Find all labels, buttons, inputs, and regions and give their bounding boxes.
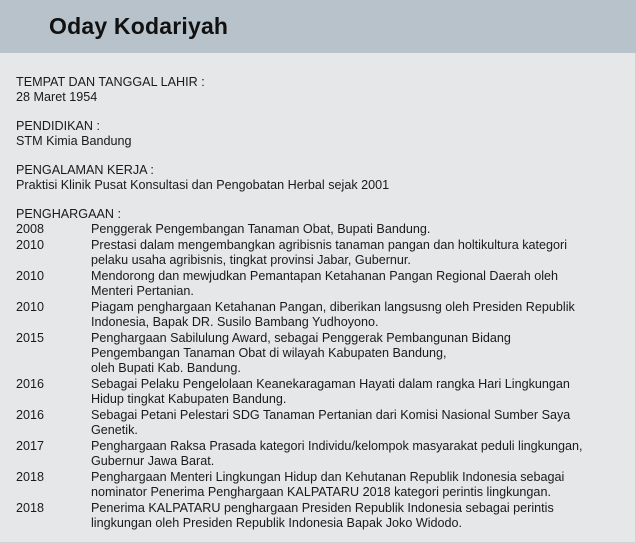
award-text: Penghargaan Menteri Lingkungan Hidup dan Kehutanan Republik Indonesia sebagai nominator Penerima Penghargaan KALPATARU 2018 kategori perintis lingkungan. [91,470,565,499]
awards-section [16,207,628,531]
award-row [16,470,628,500]
award-year: 2015 [16,331,45,345]
award-text: Penerima KALPATARU penghargaan Presiden Republik Indonesia sebagai perintis lingkungan oleh Presiden Republik Indonesia Bapak Joko Widodo. [91,501,554,530]
award-year: 2010 [16,269,45,283]
award-text: Sebagai Pelaku Pengelolaan Keanekaragaman Hayati dalam rangka Hari Lingkungan Hidup tingkat Kabupaten Bandung. [91,377,570,406]
award-year: 2017 [16,439,45,453]
award-row [16,269,628,299]
award-text: Penghargaan Raksa Prasada kategori Individu/kelompok masyarakat peduli lingkungan, Gubernur Jawa Barat. [91,439,583,468]
award-row [16,439,628,469]
birth-label: TEMPAT DAN TANGGAL LAHIR : [16,75,205,89]
award-row [16,222,628,237]
header-bar [0,0,636,53]
award-year: 2008 [16,222,45,236]
experience-value: Praktisi Klinik Pusat Konsultasi dan Pengobatan Herbal sejak 2001 [16,178,390,192]
award-row [16,377,628,407]
award-text: Prestasi dalam mengembangkan agribisnis tanaman pangan dan holtikultura kategori pelaku usaha agribisnis, tingkat provinsi Jabar, Gubernur. [91,238,568,267]
experience-section [16,163,628,193]
awards-label: PENGHARGAAN : [16,207,121,221]
award-text: Piagam penghargaan Ketahanan Pangan, diberikan langsusng oleh Presiden Republik Indonesia, Bapak DR. Susilo Bambang Yudhoyono. [91,300,575,329]
education-section [16,119,628,149]
award-text: Penggerak Pengembangan Tanaman Obat, Bupati Bandung. [91,222,431,236]
award-row [16,501,628,531]
award-year: 2010 [16,238,45,252]
award-row [16,331,628,376]
award-year: 2016 [16,377,45,391]
experience-label: PENGALAMAN KERJA : [16,163,154,177]
award-year: 2018 [16,501,45,515]
award-text: Mendorong dan mewjudkan Pemantapan Ketahanan Pangan Regional Daerah oleh Menteri Pertanian. [91,269,559,298]
award-text: Penghargaan Sabilulung Award, sebagai Penggerak Pembangunan Bidang Pengembangan Tanaman Obat di wilayah Kabupaten Bandung, oleh Bupati Kab. Bandung. [91,331,511,375]
award-row [16,408,628,438]
birth-value: 28 Maret 1954 [16,90,98,104]
award-year: 2016 [16,408,45,422]
award-year: 2018 [16,470,45,484]
profile-content [16,75,628,531]
award-row [16,238,628,268]
education-value: STM Kimia Bandung [16,134,132,148]
education-label: PENDIDIKAN : [16,119,100,133]
person-name: Oday Kodariyah [49,13,229,39]
birth-section [16,75,628,105]
award-text: Sebagai Petani Pelestari SDG Tanaman Pertanian dari Komisi Nasional Sumber Saya Genetik. [91,408,571,437]
award-year: 2010 [16,300,45,314]
award-row [16,300,628,330]
